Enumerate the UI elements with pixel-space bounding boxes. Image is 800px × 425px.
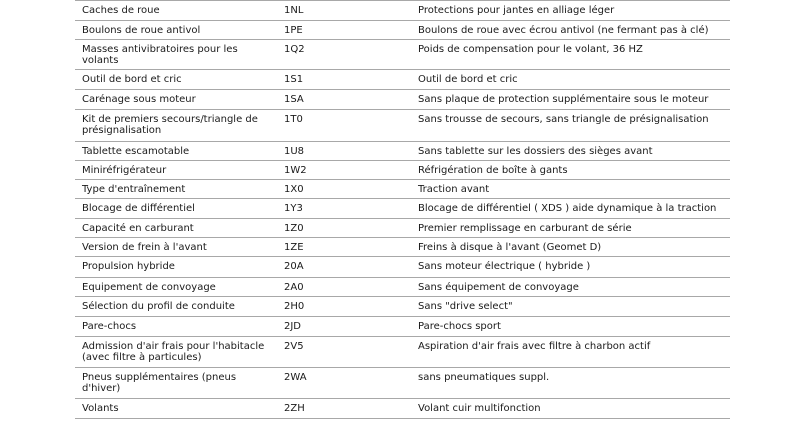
row-description: Propulsion hybride	[82, 261, 175, 272]
table-row	[75, 317, 730, 337]
row-description-continued: volants	[82, 55, 119, 66]
row-value: Volant cuir multifonction	[418, 403, 541, 414]
row-code: 1Q2	[284, 44, 305, 55]
row-value: Sans "drive select"	[418, 301, 513, 312]
row-description: Volants	[82, 403, 119, 414]
row-value: Traction avant	[418, 184, 490, 195]
row-value: Sans trousse de secours, sans triangle de présignalisation	[418, 114, 709, 125]
row-code: 1SA	[284, 94, 304, 105]
row-description: Version de frein à l'avant	[82, 242, 207, 253]
row-value: Réfrigération de boîte à gants	[418, 165, 568, 176]
row-value: Blocage de différentiel ( XDS ) aide dynamique à la traction	[418, 203, 717, 214]
row-description: Pneus supplémentaires (pneus	[82, 372, 237, 383]
row-description-continued: (avec filtre à particules)	[82, 352, 202, 363]
row-value: Sans tablette sur les dossiers des sièges avant	[418, 146, 653, 157]
table-row	[75, 297, 730, 317]
row-value: Boulons de roue avec écrou antivol (ne fermant pas à clé)	[418, 25, 709, 36]
row-value: Poids de compensation pour le volant, 36 HZ	[418, 44, 643, 55]
table-row	[75, 90, 730, 110]
row-code: 2WA	[284, 372, 307, 383]
row-description-continued: d'hiver)	[82, 383, 121, 394]
row-description: Pare-chocs	[82, 321, 137, 332]
row-code: 1X0	[284, 184, 304, 195]
row-description: Capacité en carburant	[82, 223, 194, 234]
table-row	[75, 368, 730, 399]
row-value: Sans équipement de convoyage	[418, 282, 579, 293]
row-code: 1PE	[284, 25, 303, 36]
table-row	[75, 21, 730, 40]
row-value: Protections pour jantes en alliage léger	[418, 5, 615, 16]
row-code: 20A	[284, 261, 304, 272]
row-code: 2ZH	[284, 403, 305, 414]
row-code: 1Z0	[284, 223, 304, 234]
table-row	[75, 161, 730, 180]
row-value: sans pneumatiques suppl.	[418, 372, 550, 383]
row-description: Tablette escamotable	[82, 146, 190, 157]
table-row	[75, 278, 730, 297]
row-code: 2A0	[284, 282, 304, 293]
table-row	[75, 199, 730, 219]
table-row	[75, 337, 730, 368]
row-description: Admission d'air frais pour l'habitacle	[82, 341, 265, 352]
row-value: Sans plaque de protection supplémentaire sous le moteur	[418, 94, 709, 105]
row-description: Type d'entraînement	[82, 184, 186, 195]
row-code: 2H0	[284, 301, 305, 312]
row-code: 1S1	[284, 74, 304, 85]
table-row	[75, 70, 730, 90]
row-description: Masses antivibratoires pour les	[82, 44, 238, 55]
row-description-continued: présignalisation	[82, 125, 162, 136]
row-code: 1Y3	[284, 203, 303, 214]
table-row	[75, 1, 730, 21]
table-row	[75, 219, 730, 238]
row-value: Aspiration d'air frais avec filtre à charbon actif	[418, 341, 651, 352]
row-description: Carénage sous moteur	[82, 94, 196, 105]
row-code: 1NL	[284, 5, 304, 16]
row-description: Sélection du profil de conduite	[82, 301, 235, 312]
row-code: 2V5	[284, 341, 304, 352]
table-row	[75, 142, 730, 161]
table-row	[75, 399, 730, 419]
row-value: Premier remplissage en carburant de série	[418, 223, 632, 234]
table-row	[75, 257, 730, 278]
row-code: 1U8	[284, 146, 305, 157]
row-description: Caches de roue	[82, 5, 160, 16]
row-code: 2JD	[284, 321, 302, 332]
table-row	[75, 40, 730, 70]
row-description: Kit de premiers secours/triangle de	[82, 114, 258, 125]
table-row	[75, 238, 730, 257]
row-description: Miniréfrigérateur	[82, 165, 167, 176]
row-description: Outil de bord et cric	[82, 74, 182, 85]
table-row	[75, 110, 730, 142]
row-code: 1T0	[284, 114, 303, 125]
row-value: Pare-chocs sport	[418, 321, 501, 332]
row-description: Boulons de roue antivol	[82, 25, 201, 36]
row-value: Outil de bord et cric	[418, 74, 518, 85]
row-description: Blocage de différentiel	[82, 203, 195, 214]
row-value: Freins à disque à l'avant (Geomet D)	[418, 242, 602, 253]
row-description: Equipement de convoyage	[82, 282, 216, 293]
table-row	[75, 180, 730, 199]
row-code: 1W2	[284, 165, 307, 176]
row-value: Sans moteur électrique ( hybride )	[418, 261, 591, 272]
row-code: 1ZE	[284, 242, 304, 253]
